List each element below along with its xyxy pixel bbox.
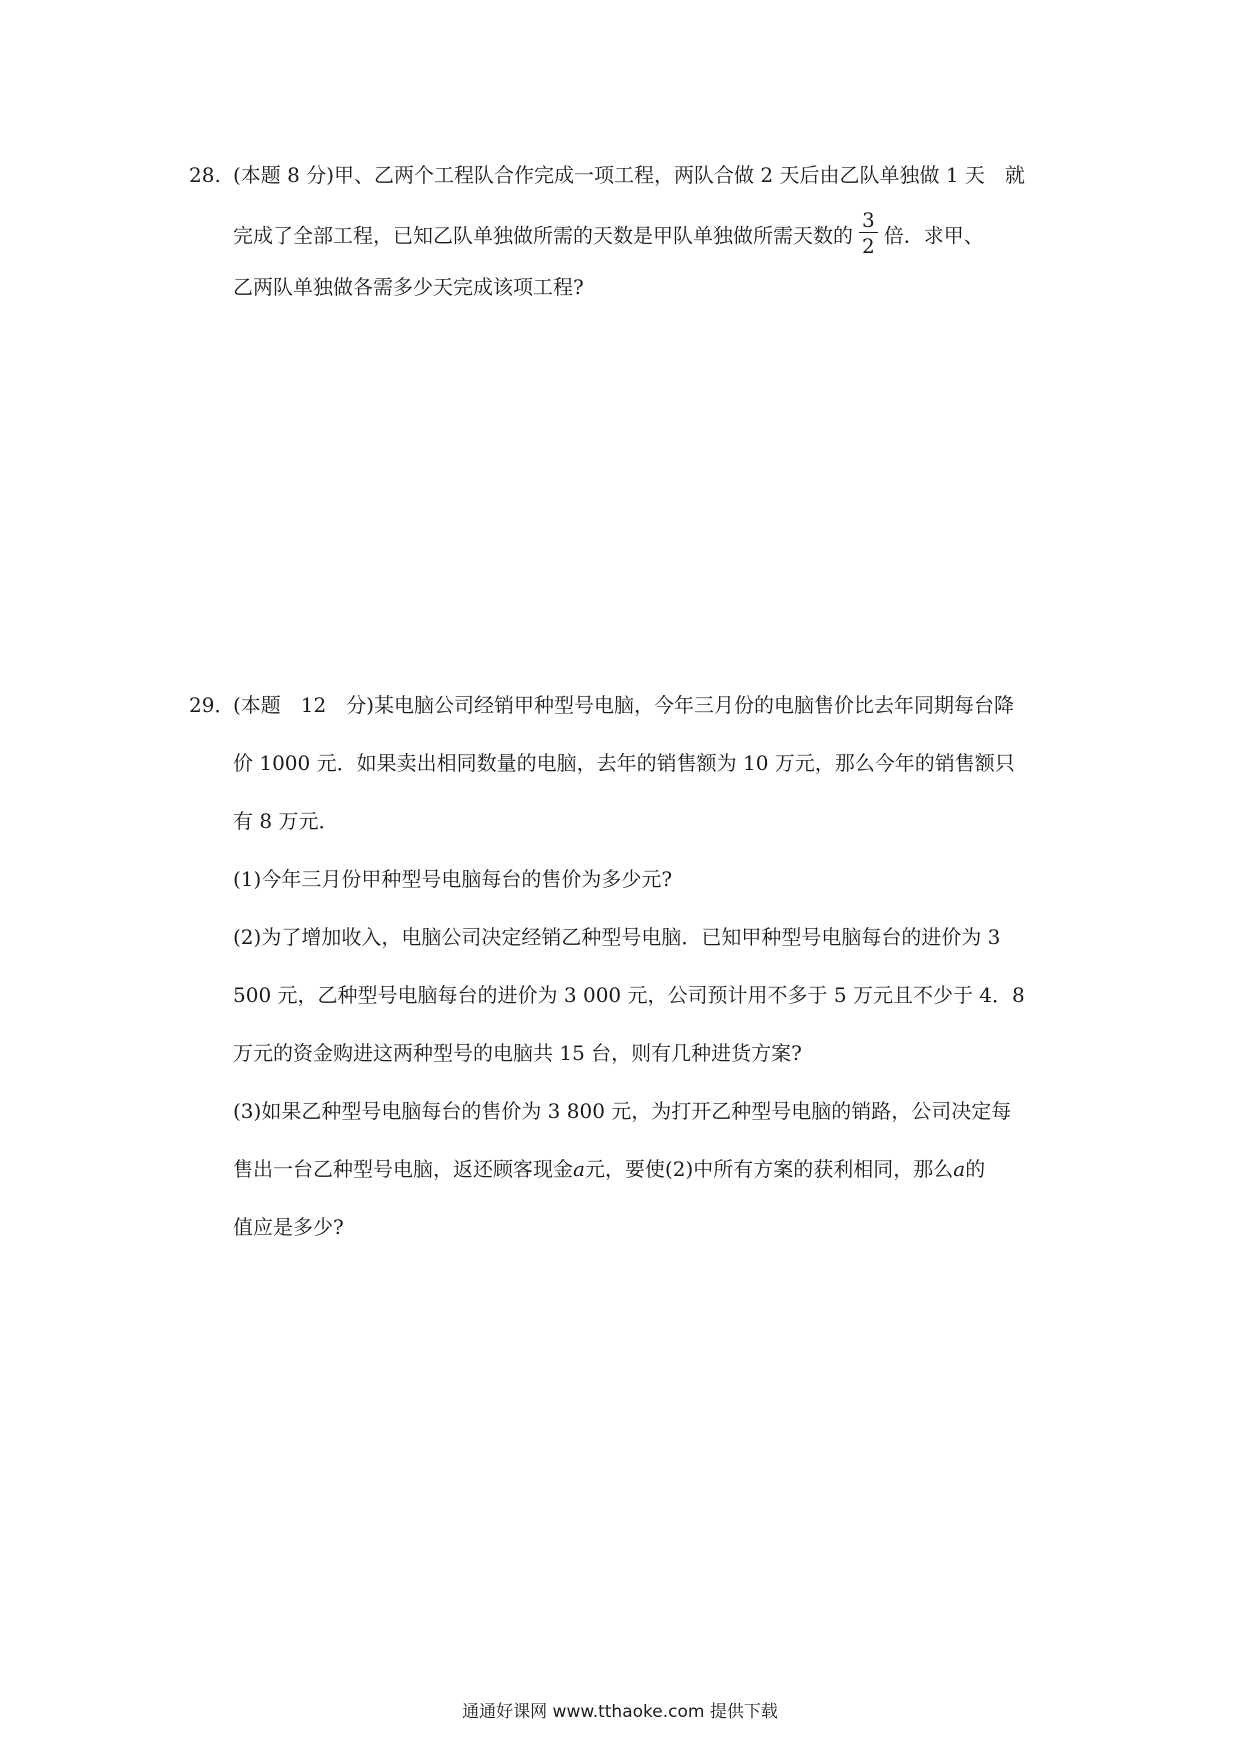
question-29-line-2 [189,746,1069,780]
question-29-line-3 [189,804,1069,838]
question-text: (本题 12 分)某电脑公司经销甲种型号电脑，今年三月份的电脑售价比去年同期每台降 [233,693,1015,717]
question-text: 完成了全部工程，已知乙队单独做所需的天数是甲队单独做所需天数的 [233,223,853,248]
variable-a: a [953,1157,966,1181]
question-text: 售出一台乙种型号电脑，返还顾客现金 [233,1157,573,1181]
question-text: 元，要使(2)中所有方案的获利相同，那么 [584,1157,954,1181]
question-29-line-1 [189,688,1069,722]
question-number: 29． [189,693,235,717]
question-text: (2)为了增加收入，电脑公司决定经销乙种型号电脑．已知甲种型号电脑每台的进价为 3 [233,925,1001,949]
question-28-line-1 [189,158,1069,192]
question-text: (3)如果乙种型号电脑每台的售价为 3 800 元，为打开乙种型号电脑的销路，公司决定每 [233,1099,1012,1123]
question-text: 乙两队单独做各需多少天完成该项工程? [233,275,584,299]
sub-question-2-line-1 [189,920,1069,954]
fraction-numerator: 3 [859,210,878,233]
question-text: 有 8 万元． [233,809,339,833]
sub-question-2-line-3 [189,1036,1069,1070]
question-29 [189,688,1069,1268]
page-footer: 通通好课网 www.tthaoke.com 提供下载 [462,1702,778,1722]
fraction [859,210,878,256]
sub-question-1 [189,862,1069,896]
sub-question-3-line-3 [189,1210,1069,1244]
question-28-line-3 [189,270,1069,304]
sub-question-3-line-2 [189,1152,1069,1186]
question-text: 万元的资金购进这两种型号的电脑共 15 台，则有几种进货方案? [233,1041,802,1065]
variable-a: a [573,1157,585,1181]
sub-question-3-line-1 [189,1094,1069,1128]
question-text: (1)今年三月份甲种型号电脑每台的售价为多少元? [233,867,673,891]
question-text: (本题 8 分)甲、乙两个工程队合作完成一项工程，两队合做 2 天后由乙队单独做 1 天 就 [233,163,1025,187]
question-text: 值应是多少? [233,1215,344,1239]
question-28-line-2 [189,208,1069,258]
question-text: 500 元，乙种型号电脑每台的进价为 3 000 元，公司预计用不多于 5 万元且不少于 4．8 [233,983,1025,1007]
sub-question-2-line-2 [189,978,1069,1012]
question-28 [189,158,1069,326]
question-text: 价 1000 元．如果卖出相同数量的电脑，去年的销售额为 10 万元，那么今年的销售额只 [233,751,1015,775]
question-text: 倍．求甲、 [883,223,984,248]
question-text: 的 [965,1157,986,1181]
fraction-denominator: 2 [862,234,875,258]
question-number: 28. [189,163,221,187]
